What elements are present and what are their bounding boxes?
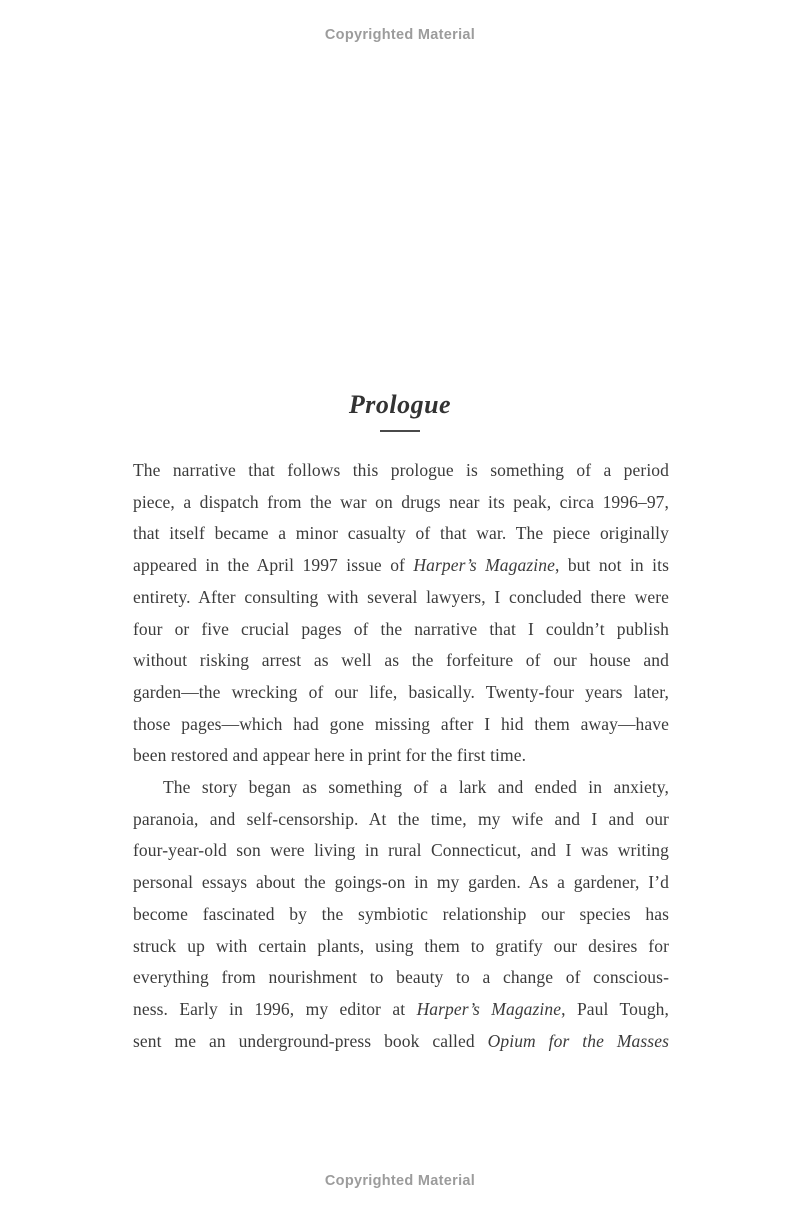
text-line xyxy=(133,487,669,519)
text-segment: garden—the wrecking of our life, basically. Twenty-four years later, xyxy=(133,681,669,702)
text-segment: four-year-old son were living in rural Connecticut, and I was writing xyxy=(133,840,669,861)
text-line xyxy=(133,1026,669,1058)
text-line xyxy=(133,835,669,867)
text-segment: appeared in the April 1997 issue of xyxy=(133,555,414,576)
text-line xyxy=(133,709,669,741)
text-segment: entirety. After consulting with several lawyers, I concluded there were xyxy=(133,586,669,607)
text-line xyxy=(133,518,669,550)
text-line xyxy=(133,772,669,804)
chapter-title: Prologue xyxy=(348,390,452,419)
text-segment: become fascinated by the symbiotic relationship our species has xyxy=(133,903,669,924)
italic-text-segment: Harper’s Magazine xyxy=(413,555,555,576)
text-segment: four or five crucial pages of the narrative that I couldn’t publish xyxy=(133,618,669,639)
italic-text-segment: Opium for the Masses xyxy=(487,1030,669,1051)
text-segment: been restored and appear here in print for the first time. xyxy=(133,745,527,766)
text-segment: , Paul Tough, xyxy=(561,998,669,1019)
copyright-notice-bottom: Copyrighted Material xyxy=(324,1173,476,1189)
text-segment: that itself became a minor casualty of that war. The piece originally xyxy=(133,523,669,544)
text-segment: ness. Early in 1996, my editor at xyxy=(133,998,417,1019)
text-segment: , but not in its xyxy=(554,555,669,576)
text-line xyxy=(133,455,669,487)
title-divider xyxy=(380,430,420,432)
text-line xyxy=(133,899,669,931)
italic-text-segment: Harper’s Magazine xyxy=(416,998,562,1019)
text-line xyxy=(133,931,669,963)
text-segment: The narrative that follows this prologue is something of a period xyxy=(133,460,669,480)
text-line xyxy=(133,645,669,677)
text-segment: sent me an underground-press book called xyxy=(133,1030,488,1051)
text-segment: those pages—which had gone missing after I hid them away—have xyxy=(133,713,669,734)
text-segment: struck up with certain plants, using them to gratify our desires for xyxy=(133,935,669,956)
copyright-notice-top: Copyrighted Material xyxy=(324,27,476,43)
text-line xyxy=(133,804,669,836)
text-segment: without risking arrest as well as the forfeiture of our house and xyxy=(133,650,669,671)
text-line xyxy=(133,582,669,614)
text-line xyxy=(133,550,669,582)
text-line xyxy=(133,994,669,1026)
text-segment: paranoia, and self-censorship. At the time, my wife and I and our xyxy=(133,808,669,829)
body-text xyxy=(133,455,669,1057)
text-line xyxy=(133,614,669,646)
text-line xyxy=(133,867,669,899)
text-segment: piece, a dispatch from the war on drugs near its peak, circa 1996–97, xyxy=(133,491,669,512)
text-line xyxy=(133,740,669,772)
text-line xyxy=(133,677,669,709)
text-segment: The story began as something of a lark and ended in anxiety, xyxy=(163,777,669,798)
text-segment: everything from nourishment to beauty to a change of conscious- xyxy=(133,967,669,988)
text-segment: personal essays about the goings-on in my garden. As a gardener, I’d xyxy=(133,872,669,893)
text-line xyxy=(133,962,669,994)
